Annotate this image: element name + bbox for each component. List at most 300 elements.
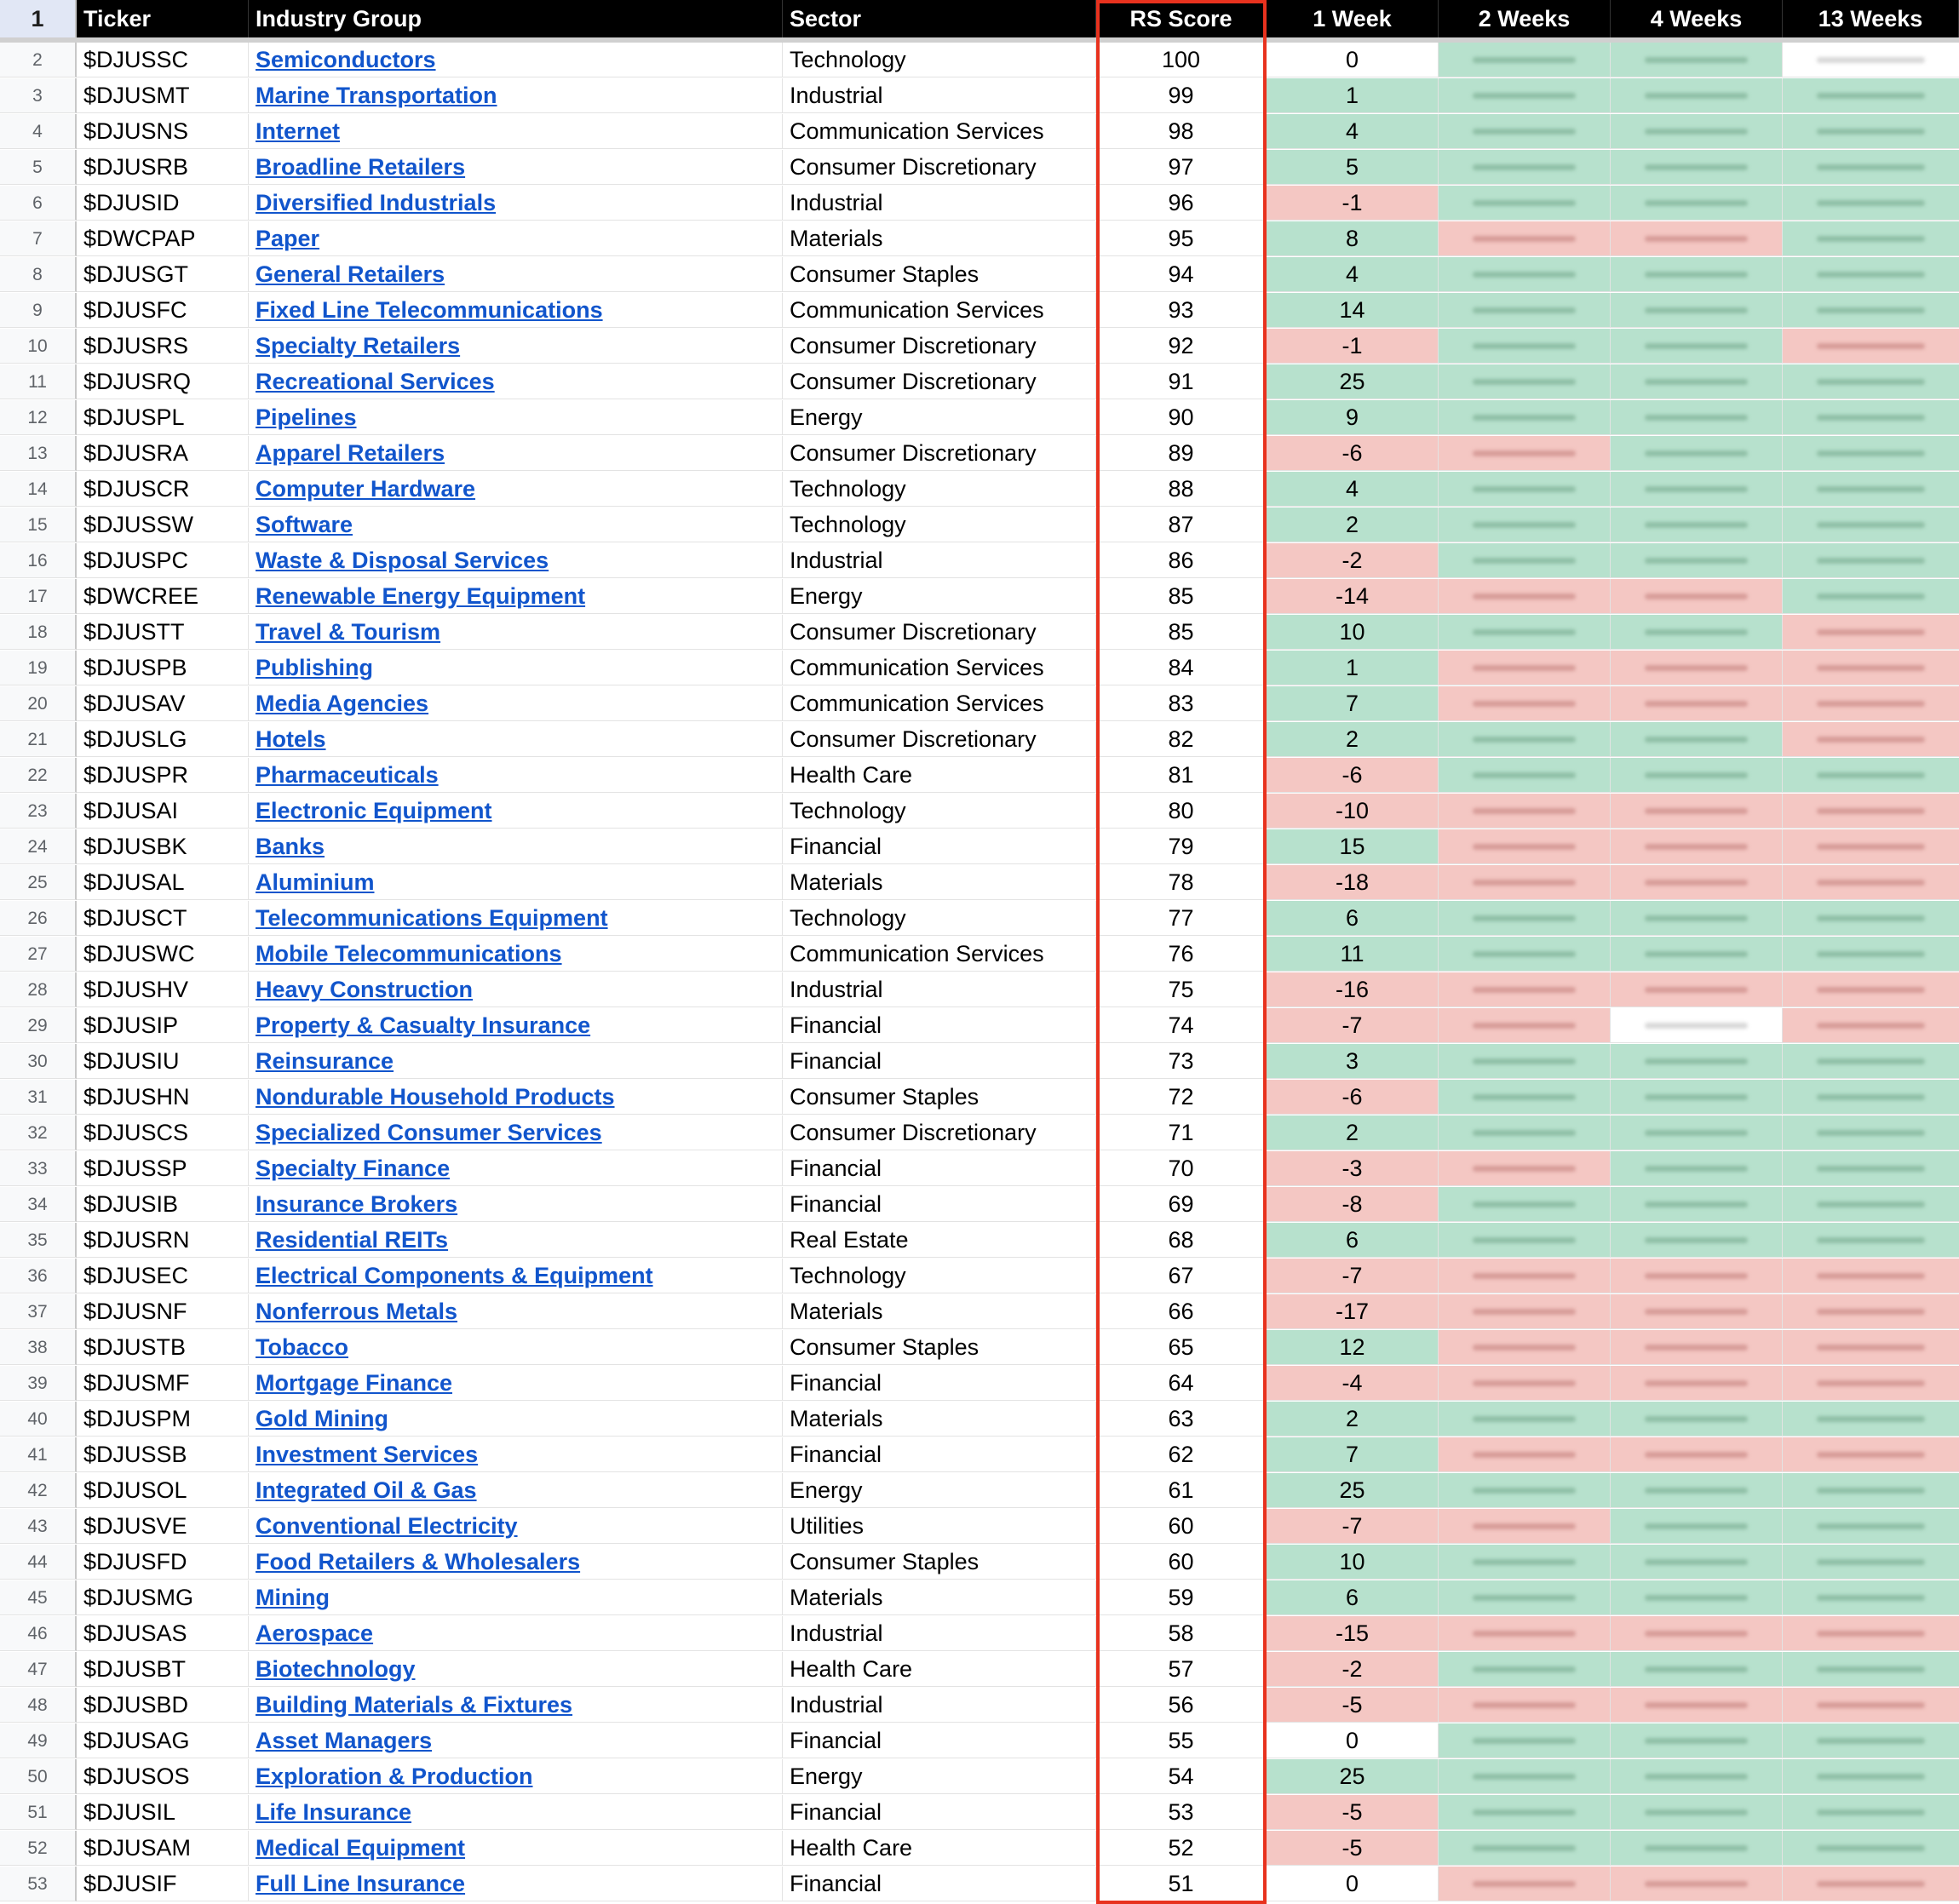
column-header-ticker[interactable]: Ticker [77, 0, 249, 37]
four-weeks-change-cell[interactable] [1611, 1080, 1783, 1115]
thirteen-weeks-change-cell[interactable] [1783, 829, 1959, 864]
one-week-change-cell[interactable]: 25 [1267, 1473, 1439, 1508]
thirteen-weeks-change-cell[interactable] [1783, 901, 1959, 936]
industry-group-link[interactable]: Diversified Industrials [256, 190, 497, 215]
one-week-change-cell[interactable]: -16 [1267, 972, 1439, 1007]
industry-group-cell[interactable] [249, 293, 783, 328]
ticker-cell[interactable]: $DJUSCS [77, 1115, 249, 1150]
four-weeks-change-cell[interactable] [1611, 436, 1783, 471]
two-weeks-change-cell[interactable] [1439, 1759, 1611, 1794]
one-week-change-cell[interactable]: 2 [1267, 508, 1439, 542]
thirteen-weeks-change-cell[interactable] [1783, 758, 1959, 793]
sector-cell[interactable]: Health Care [783, 1652, 1096, 1687]
industry-group-link[interactable]: Aerospace [256, 1620, 374, 1646]
two-weeks-change-cell[interactable] [1439, 1545, 1611, 1580]
ticker-cell[interactable]: $DJUSPR [77, 758, 249, 793]
rs-score-cell[interactable]: 93 [1096, 293, 1267, 328]
sector-cell[interactable]: Consumer Discretionary [783, 1115, 1096, 1150]
one-week-change-cell[interactable]: 2 [1267, 1115, 1439, 1150]
four-weeks-change-cell[interactable] [1611, 78, 1783, 113]
two-weeks-change-cell[interactable] [1439, 436, 1611, 471]
two-weeks-change-cell[interactable] [1439, 472, 1611, 507]
one-week-change-cell[interactable]: 8 [1267, 221, 1439, 256]
four-weeks-change-cell[interactable] [1611, 615, 1783, 650]
two-weeks-change-cell[interactable] [1439, 1080, 1611, 1115]
ticker-cell[interactable]: $DJUSRB [77, 150, 249, 185]
ticker-cell[interactable]: $DJUSHN [77, 1080, 249, 1115]
sector-cell[interactable]: Materials [783, 1294, 1096, 1329]
one-week-change-cell[interactable]: -10 [1267, 794, 1439, 829]
rs-score-cell[interactable]: 79 [1096, 829, 1267, 864]
row-number[interactable]: 37 [0, 1294, 77, 1329]
industry-group-cell[interactable] [249, 1652, 783, 1687]
row-number[interactable]: 26 [0, 901, 77, 936]
one-week-change-cell[interactable]: 25 [1267, 364, 1439, 399]
rs-score-cell[interactable]: 70 [1096, 1151, 1267, 1186]
one-week-change-cell[interactable]: 1 [1267, 651, 1439, 685]
row-number[interactable]: 3 [0, 78, 77, 113]
thirteen-weeks-change-cell[interactable] [1783, 1402, 1959, 1437]
four-weeks-change-cell[interactable] [1611, 758, 1783, 793]
sector-cell[interactable]: Communication Services [783, 686, 1096, 721]
column-header-industry-group[interactable]: Industry Group [249, 0, 783, 37]
industry-group-link[interactable]: Computer Hardware [256, 476, 476, 502]
thirteen-weeks-change-cell[interactable] [1783, 1080, 1959, 1115]
sector-cell[interactable]: Financial [783, 829, 1096, 864]
two-weeks-change-cell[interactable] [1439, 1151, 1611, 1186]
two-weeks-change-cell[interactable] [1439, 865, 1611, 900]
ticker-cell[interactable]: $DJUSLG [77, 722, 249, 757]
industry-group-link[interactable]: Full Line Insurance [256, 1871, 466, 1896]
industry-group-link[interactable]: Pipelines [256, 404, 357, 430]
two-weeks-change-cell[interactable] [1439, 1867, 1611, 1901]
rs-score-cell[interactable]: 74 [1096, 1008, 1267, 1043]
sector-cell[interactable]: Financial [783, 1187, 1096, 1222]
industry-group-link[interactable]: Apparel Retailers [256, 440, 445, 466]
thirteen-weeks-change-cell[interactable] [1783, 1044, 1959, 1079]
four-weeks-change-cell[interactable] [1611, 686, 1783, 721]
row-number[interactable]: 13 [0, 436, 77, 471]
industry-group-cell[interactable] [249, 865, 783, 900]
four-weeks-change-cell[interactable] [1611, 829, 1783, 864]
industry-group-cell[interactable] [249, 1759, 783, 1794]
ticker-cell[interactable]: $DJUSIU [77, 1044, 249, 1079]
ticker-cell[interactable]: $DJUSOS [77, 1759, 249, 1794]
ticker-cell[interactable]: $DJUSWC [77, 937, 249, 972]
ticker-cell[interactable]: $DJUSAS [77, 1616, 249, 1651]
sector-cell[interactable]: Consumer Discretionary [783, 364, 1096, 399]
four-weeks-change-cell[interactable] [1611, 43, 1783, 77]
industry-group-cell[interactable] [249, 1509, 783, 1544]
industry-group-cell[interactable] [249, 1616, 783, 1651]
rs-score-cell[interactable]: 91 [1096, 364, 1267, 399]
ticker-cell[interactable]: $DJUSHV [77, 972, 249, 1007]
two-weeks-change-cell[interactable] [1439, 150, 1611, 185]
ticker-cell[interactable]: $DJUSIF [77, 1867, 249, 1901]
thirteen-weeks-change-cell[interactable] [1783, 1115, 1959, 1150]
four-weeks-change-cell[interactable] [1611, 1366, 1783, 1401]
rs-score-cell[interactable]: 52 [1096, 1831, 1267, 1866]
row-number[interactable]: 34 [0, 1187, 77, 1222]
industry-group-link[interactable]: Publishing [256, 655, 373, 680]
one-week-change-cell[interactable]: 6 [1267, 901, 1439, 936]
industry-group-cell[interactable] [249, 257, 783, 292]
industry-group-cell[interactable] [249, 221, 783, 256]
sector-cell[interactable]: Financial [783, 1437, 1096, 1472]
thirteen-weeks-change-cell[interactable] [1783, 1545, 1959, 1580]
row-number[interactable]: 16 [0, 543, 77, 578]
industry-group-link[interactable]: Specialty Retailers [256, 333, 461, 358]
industry-group-link[interactable]: Banks [256, 834, 325, 859]
industry-group-cell[interactable] [249, 615, 783, 650]
row-number[interactable]: 20 [0, 686, 77, 721]
industry-group-link[interactable]: Internet [256, 118, 341, 144]
row-number[interactable]: 9 [0, 293, 77, 328]
four-weeks-change-cell[interactable] [1611, 1330, 1783, 1365]
industry-group-link[interactable]: Telecommunications Equipment [256, 905, 608, 931]
ticker-cell[interactable]: $DJUSFC [77, 293, 249, 328]
thirteen-weeks-change-cell[interactable] [1783, 78, 1959, 113]
one-week-change-cell[interactable]: 2 [1267, 722, 1439, 757]
industry-group-link[interactable]: Media Agencies [256, 691, 429, 716]
four-weeks-change-cell[interactable] [1611, 901, 1783, 936]
thirteen-weeks-change-cell[interactable] [1783, 150, 1959, 185]
four-weeks-change-cell[interactable] [1611, 150, 1783, 185]
sector-cell[interactable]: Industrial [783, 543, 1096, 578]
row-number[interactable]: 45 [0, 1580, 77, 1615]
rs-score-cell[interactable]: 63 [1096, 1402, 1267, 1437]
thirteen-weeks-change-cell[interactable] [1783, 794, 1959, 829]
sector-cell[interactable]: Utilities [783, 1509, 1096, 1544]
ticker-cell[interactable]: $DJUSOL [77, 1473, 249, 1508]
row-number[interactable]: 22 [0, 758, 77, 793]
rs-score-cell[interactable]: 65 [1096, 1330, 1267, 1365]
thirteen-weeks-change-cell[interactable] [1783, 186, 1959, 221]
one-week-change-cell[interactable]: -1 [1267, 186, 1439, 221]
industry-group-cell[interactable] [249, 114, 783, 149]
industry-group-cell[interactable] [249, 1473, 783, 1508]
ticker-cell[interactable]: $DJUSAV [77, 686, 249, 721]
one-week-change-cell[interactable]: 0 [1267, 1867, 1439, 1901]
two-weeks-change-cell[interactable] [1439, 1294, 1611, 1329]
one-week-change-cell[interactable]: -7 [1267, 1259, 1439, 1293]
industry-group-link[interactable]: Investment Services [256, 1442, 479, 1467]
industry-group-cell[interactable] [249, 1008, 783, 1043]
four-weeks-change-cell[interactable] [1611, 257, 1783, 292]
four-weeks-change-cell[interactable] [1611, 651, 1783, 685]
ticker-cell[interactable]: $DJUSID [77, 186, 249, 221]
ticker-cell[interactable]: $DJUSFD [77, 1545, 249, 1580]
ticker-cell[interactable]: $DJUSTB [77, 1330, 249, 1365]
thirteen-weeks-change-cell[interactable] [1783, 43, 1959, 77]
four-weeks-change-cell[interactable] [1611, 1259, 1783, 1293]
four-weeks-change-cell[interactable] [1611, 1473, 1783, 1508]
ticker-cell[interactable]: $DJUSPB [77, 651, 249, 685]
one-week-change-cell[interactable]: 2 [1267, 1402, 1439, 1437]
industry-group-cell[interactable] [249, 186, 783, 221]
rs-score-cell[interactable]: 86 [1096, 543, 1267, 578]
four-weeks-change-cell[interactable] [1611, 1187, 1783, 1222]
industry-group-cell[interactable] [249, 472, 783, 507]
row-number[interactable]: 30 [0, 1044, 77, 1079]
ticker-cell[interactable]: $DWCREE [77, 579, 249, 614]
sector-cell[interactable]: Materials [783, 1580, 1096, 1615]
one-week-change-cell[interactable]: -5 [1267, 1795, 1439, 1830]
row-number[interactable]: 39 [0, 1366, 77, 1401]
industry-group-link[interactable]: Building Materials & Fixtures [256, 1692, 573, 1718]
sector-cell[interactable]: Industrial [783, 972, 1096, 1007]
sector-cell[interactable]: Real Estate [783, 1223, 1096, 1258]
rs-score-cell[interactable]: 89 [1096, 436, 1267, 471]
rs-score-cell[interactable]: 73 [1096, 1044, 1267, 1079]
rs-score-cell[interactable]: 92 [1096, 329, 1267, 364]
thirteen-weeks-change-cell[interactable] [1783, 1473, 1959, 1508]
two-weeks-change-cell[interactable] [1439, 329, 1611, 364]
ticker-cell[interactable]: $DJUSCR [77, 472, 249, 507]
rs-score-cell[interactable]: 54 [1096, 1759, 1267, 1794]
thirteen-weeks-change-cell[interactable] [1783, 1867, 1959, 1901]
four-weeks-change-cell[interactable] [1611, 364, 1783, 399]
row-number[interactable]: 14 [0, 472, 77, 507]
sector-cell[interactable]: Consumer Staples [783, 1545, 1096, 1580]
sector-cell[interactable]: Energy [783, 1759, 1096, 1794]
rs-score-cell[interactable]: 97 [1096, 150, 1267, 185]
thirteen-weeks-change-cell[interactable] [1783, 257, 1959, 292]
one-week-change-cell[interactable]: 3 [1267, 1044, 1439, 1079]
one-week-change-cell[interactable]: -18 [1267, 865, 1439, 900]
industry-group-cell[interactable] [249, 508, 783, 542]
four-weeks-change-cell[interactable] [1611, 1652, 1783, 1687]
two-weeks-change-cell[interactable] [1439, 1437, 1611, 1472]
industry-group-cell[interactable] [249, 364, 783, 399]
industry-group-cell[interactable] [249, 686, 783, 721]
sector-cell[interactable]: Consumer Staples [783, 257, 1096, 292]
one-week-change-cell[interactable]: 14 [1267, 293, 1439, 328]
row-number[interactable]: 21 [0, 722, 77, 757]
thirteen-weeks-change-cell[interactable] [1783, 1723, 1959, 1758]
rs-score-cell[interactable]: 76 [1096, 937, 1267, 972]
industry-group-cell[interactable] [249, 1366, 783, 1401]
ticker-cell[interactable]: $DJUSIP [77, 1008, 249, 1043]
four-weeks-change-cell[interactable] [1611, 937, 1783, 972]
ticker-cell[interactable]: $DJUSSC [77, 43, 249, 77]
row-number[interactable]: 49 [0, 1723, 77, 1758]
row-number[interactable]: 4 [0, 114, 77, 149]
ticker-cell[interactable]: $DJUSMG [77, 1580, 249, 1615]
two-weeks-change-cell[interactable] [1439, 1831, 1611, 1866]
thirteen-weeks-change-cell[interactable] [1783, 972, 1959, 1007]
industry-group-cell[interactable] [249, 1151, 783, 1186]
industry-group-link[interactable]: Nondurable Household Products [256, 1084, 615, 1110]
row-number[interactable]: 23 [0, 794, 77, 829]
thirteen-weeks-change-cell[interactable] [1783, 615, 1959, 650]
two-weeks-change-cell[interactable] [1439, 1616, 1611, 1651]
two-weeks-change-cell[interactable] [1439, 1688, 1611, 1723]
industry-group-link[interactable]: Mining [256, 1585, 330, 1610]
ticker-cell[interactable]: $DWCPAP [77, 221, 249, 256]
rs-score-cell[interactable]: 87 [1096, 508, 1267, 542]
row-number[interactable]: 17 [0, 579, 77, 614]
industry-group-cell[interactable] [249, 329, 783, 364]
industry-group-link[interactable]: General Retailers [256, 261, 445, 287]
industry-group-link[interactable]: Residential REITs [256, 1227, 449, 1253]
column-header-13-weeks[interactable]: 13 Weeks [1783, 0, 1959, 37]
row-number[interactable]: 7 [0, 221, 77, 256]
industry-group-cell[interactable] [249, 1330, 783, 1365]
sector-cell[interactable]: Technology [783, 794, 1096, 829]
one-week-change-cell[interactable]: -14 [1267, 579, 1439, 614]
two-weeks-change-cell[interactable] [1439, 829, 1611, 864]
rs-score-cell[interactable]: 71 [1096, 1115, 1267, 1150]
industry-group-cell[interactable] [249, 1688, 783, 1723]
two-weeks-change-cell[interactable] [1439, 221, 1611, 256]
sector-cell[interactable]: Industrial [783, 186, 1096, 221]
one-week-change-cell[interactable]: -3 [1267, 1151, 1439, 1186]
one-week-change-cell[interactable]: 0 [1267, 43, 1439, 77]
industry-group-cell[interactable] [249, 1259, 783, 1293]
industry-group-cell[interactable] [249, 1223, 783, 1258]
thirteen-weeks-change-cell[interactable] [1783, 1580, 1959, 1615]
industry-group-link[interactable]: Insurance Brokers [256, 1191, 458, 1217]
rs-score-cell[interactable]: 88 [1096, 472, 1267, 507]
industry-group-cell[interactable] [249, 150, 783, 185]
four-weeks-change-cell[interactable] [1611, 329, 1783, 364]
sector-cell[interactable]: Communication Services [783, 114, 1096, 149]
ticker-cell[interactable]: $DJUSVE [77, 1509, 249, 1544]
ticker-cell[interactable]: $DJUSMF [77, 1366, 249, 1401]
rs-score-cell[interactable]: 67 [1096, 1259, 1267, 1293]
rs-score-cell[interactable]: 64 [1096, 1366, 1267, 1401]
one-week-change-cell[interactable]: 12 [1267, 1330, 1439, 1365]
one-week-change-cell[interactable]: -6 [1267, 436, 1439, 471]
thirteen-weeks-change-cell[interactable] [1783, 1330, 1959, 1365]
sector-cell[interactable]: Communication Services [783, 651, 1096, 685]
two-weeks-change-cell[interactable] [1439, 1259, 1611, 1293]
four-weeks-change-cell[interactable] [1611, 1044, 1783, 1079]
industry-group-cell[interactable] [249, 1402, 783, 1437]
row-number[interactable]: 2 [0, 43, 77, 77]
rs-score-cell[interactable]: 85 [1096, 579, 1267, 614]
industry-group-link[interactable]: Marine Transportation [256, 83, 497, 108]
two-weeks-change-cell[interactable] [1439, 901, 1611, 936]
sector-cell[interactable]: Industrial [783, 1688, 1096, 1723]
industry-group-cell[interactable] [249, 1580, 783, 1615]
ticker-cell[interactable]: $DJUSIL [77, 1795, 249, 1830]
industry-group-cell[interactable] [249, 1044, 783, 1079]
rs-score-cell[interactable]: 62 [1096, 1437, 1267, 1472]
row-number[interactable]: 25 [0, 865, 77, 900]
rs-score-cell[interactable]: 96 [1096, 186, 1267, 221]
one-week-change-cell[interactable]: 4 [1267, 257, 1439, 292]
one-week-change-cell[interactable]: -15 [1267, 1616, 1439, 1651]
two-weeks-change-cell[interactable] [1439, 1187, 1611, 1222]
rs-score-cell[interactable]: 99 [1096, 78, 1267, 113]
four-weeks-change-cell[interactable] [1611, 221, 1783, 256]
two-weeks-change-cell[interactable] [1439, 972, 1611, 1007]
row-number[interactable]: 24 [0, 829, 77, 864]
row-number[interactable]: 5 [0, 150, 77, 185]
ticker-cell[interactable]: $DJUSIB [77, 1187, 249, 1222]
thirteen-weeks-change-cell[interactable] [1783, 543, 1959, 578]
sector-cell[interactable]: Consumer Staples [783, 1330, 1096, 1365]
thirteen-weeks-change-cell[interactable] [1783, 436, 1959, 471]
one-week-change-cell[interactable]: -2 [1267, 543, 1439, 578]
one-week-change-cell[interactable]: 15 [1267, 829, 1439, 864]
two-weeks-change-cell[interactable] [1439, 651, 1611, 685]
industry-group-link[interactable]: Mortgage Finance [256, 1370, 453, 1396]
thirteen-weeks-change-cell[interactable] [1783, 508, 1959, 542]
four-weeks-change-cell[interactable] [1611, 508, 1783, 542]
industry-group-link[interactable]: Fixed Line Telecommunications [256, 297, 603, 323]
industry-group-cell[interactable] [249, 1437, 783, 1472]
thirteen-weeks-change-cell[interactable] [1783, 1008, 1959, 1043]
ticker-cell[interactable]: $DJUSAG [77, 1723, 249, 1758]
sector-cell[interactable]: Financial [783, 1008, 1096, 1043]
row-number[interactable]: 36 [0, 1259, 77, 1293]
ticker-cell[interactable]: $DJUSCT [77, 901, 249, 936]
four-weeks-change-cell[interactable] [1611, 1223, 1783, 1258]
sector-cell[interactable]: Industrial [783, 78, 1096, 113]
thirteen-weeks-change-cell[interactable] [1783, 1795, 1959, 1830]
row-number[interactable]: 15 [0, 508, 77, 542]
sector-cell[interactable]: Health Care [783, 758, 1096, 793]
industry-group-link[interactable]: Tobacco [256, 1334, 349, 1360]
industry-group-link[interactable]: Integrated Oil & Gas [256, 1477, 477, 1503]
column-header-2-weeks[interactable]: 2 Weeks [1439, 0, 1611, 37]
thirteen-weeks-change-cell[interactable] [1783, 722, 1959, 757]
four-weeks-change-cell[interactable] [1611, 1831, 1783, 1866]
one-week-change-cell[interactable]: 5 [1267, 150, 1439, 185]
thirteen-weeks-change-cell[interactable] [1783, 937, 1959, 972]
two-weeks-change-cell[interactable] [1439, 1402, 1611, 1437]
four-weeks-change-cell[interactable] [1611, 1545, 1783, 1580]
row-number[interactable]: 6 [0, 186, 77, 221]
two-weeks-change-cell[interactable] [1439, 543, 1611, 578]
two-weeks-change-cell[interactable] [1439, 579, 1611, 614]
four-weeks-change-cell[interactable] [1611, 1437, 1783, 1472]
sector-cell[interactable]: Consumer Discretionary [783, 615, 1096, 650]
thirteen-weeks-change-cell[interactable] [1783, 686, 1959, 721]
industry-group-link[interactable]: Specialty Finance [256, 1156, 451, 1181]
industry-group-link[interactable]: Hotels [256, 726, 326, 752]
thirteen-weeks-change-cell[interactable] [1783, 329, 1959, 364]
industry-group-link[interactable]: Semiconductors [256, 47, 436, 72]
four-weeks-change-cell[interactable] [1611, 1151, 1783, 1186]
row-number[interactable]: 33 [0, 1151, 77, 1186]
four-weeks-change-cell[interactable] [1611, 1294, 1783, 1329]
thirteen-weeks-change-cell[interactable] [1783, 400, 1959, 435]
row-number[interactable]: 40 [0, 1402, 77, 1437]
two-weeks-change-cell[interactable] [1439, 78, 1611, 113]
thirteen-weeks-change-cell[interactable] [1783, 1688, 1959, 1723]
sector-cell[interactable]: Consumer Discretionary [783, 150, 1096, 185]
industry-group-link[interactable]: Asset Managers [256, 1728, 433, 1753]
industry-group-cell[interactable] [249, 1294, 783, 1329]
ticker-cell[interactable]: $DJUSAI [77, 794, 249, 829]
column-header-sector[interactable]: Sector [783, 0, 1096, 37]
row-number[interactable]: 35 [0, 1223, 77, 1258]
row-number[interactable]: 48 [0, 1688, 77, 1723]
industry-group-cell[interactable] [249, 829, 783, 864]
one-week-change-cell[interactable]: 11 [1267, 937, 1439, 972]
industry-group-cell[interactable] [249, 1723, 783, 1758]
one-week-change-cell[interactable]: -2 [1267, 1652, 1439, 1687]
thirteen-weeks-change-cell[interactable] [1783, 472, 1959, 507]
four-weeks-change-cell[interactable] [1611, 472, 1783, 507]
industry-group-cell[interactable] [249, 1545, 783, 1580]
thirteen-weeks-change-cell[interactable] [1783, 1223, 1959, 1258]
rs-score-cell[interactable]: 59 [1096, 1580, 1267, 1615]
